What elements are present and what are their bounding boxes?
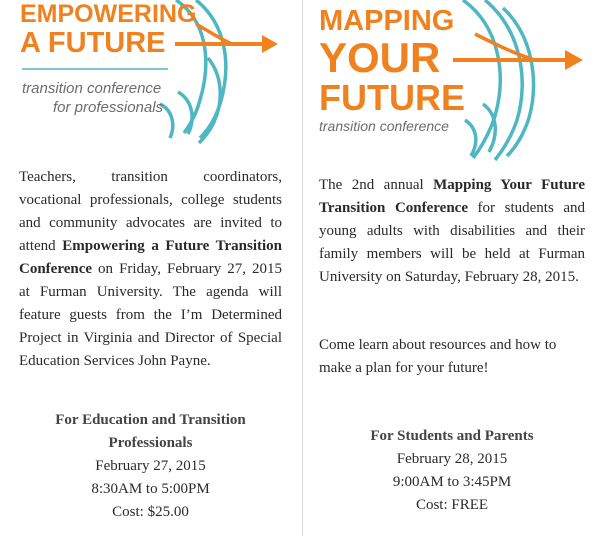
event-time: 8:30AM to 5:00PM — [91, 481, 210, 497]
logo-line1: EMPOWERING — [20, 0, 197, 28]
conference-name: Empowering a Future Transition Conference — [19, 238, 282, 277]
logo-line2: A FUTURE — [20, 27, 166, 59]
logo-tagline2: for professionals — [53, 99, 164, 116]
orange-arrow — [175, 24, 278, 53]
event-time: 9:00AM to 3:45PM — [392, 474, 512, 490]
logo-line1: MAPPING — [319, 5, 455, 37]
event-heading: For Students and Parents — [370, 428, 534, 444]
logo-tagline: transition conference — [319, 118, 449, 134]
logo-arcs-graphic-2 — [303, 0, 602, 165]
description-text: Teachers, transition coordinators, vocational professionals, college students and community advocates are invited to attend — [19, 169, 282, 254]
students-invitation: Come learn about resources and how to make a plan for your future! — [319, 337, 557, 376]
description-text-cont: for students and young adults with disabilities and their family members will be held at Furman University on Saturday, February 28, 2015. — [319, 200, 585, 285]
event-cost: Cost: FREE — [415, 497, 489, 513]
professionals-description — [19, 166, 282, 373]
mapping-your-future-logo — [303, 0, 602, 165]
teal-arcs-2 — [463, 0, 533, 160]
event-date: February 28, 2015 — [396, 451, 508, 467]
orange-arrow-2 — [453, 34, 583, 70]
event-cost: Cost: $25.00 — [112, 504, 189, 520]
description-text-cont: on Friday, February 27, 2015 at Furman University. The agenda will feature guests from the I’m Determined Project in Virginia and Director of Special Education Services John Payne. — [19, 261, 282, 369]
logo-arcs-graphic — [0, 0, 300, 150]
description-text: The 2nd annual — [319, 177, 434, 193]
event-heading: For Education and Transition Professionals — [55, 412, 246, 451]
logo-tagline1: transition conference — [22, 80, 162, 97]
event-date: February 27, 2015 — [95, 458, 206, 474]
right-column — [302, 0, 602, 536]
professionals-event-info — [19, 409, 282, 524]
logo-line3: FUTURE — [319, 77, 465, 118]
empowering-a-future-logo — [0, 0, 300, 150]
logo-line2: YOUR — [319, 34, 441, 81]
students-event-info — [319, 425, 585, 517]
left-column — [0, 0, 300, 536]
conference-name: Mapping Your Future Transition Conference — [319, 177, 585, 216]
students-description — [319, 174, 585, 289]
